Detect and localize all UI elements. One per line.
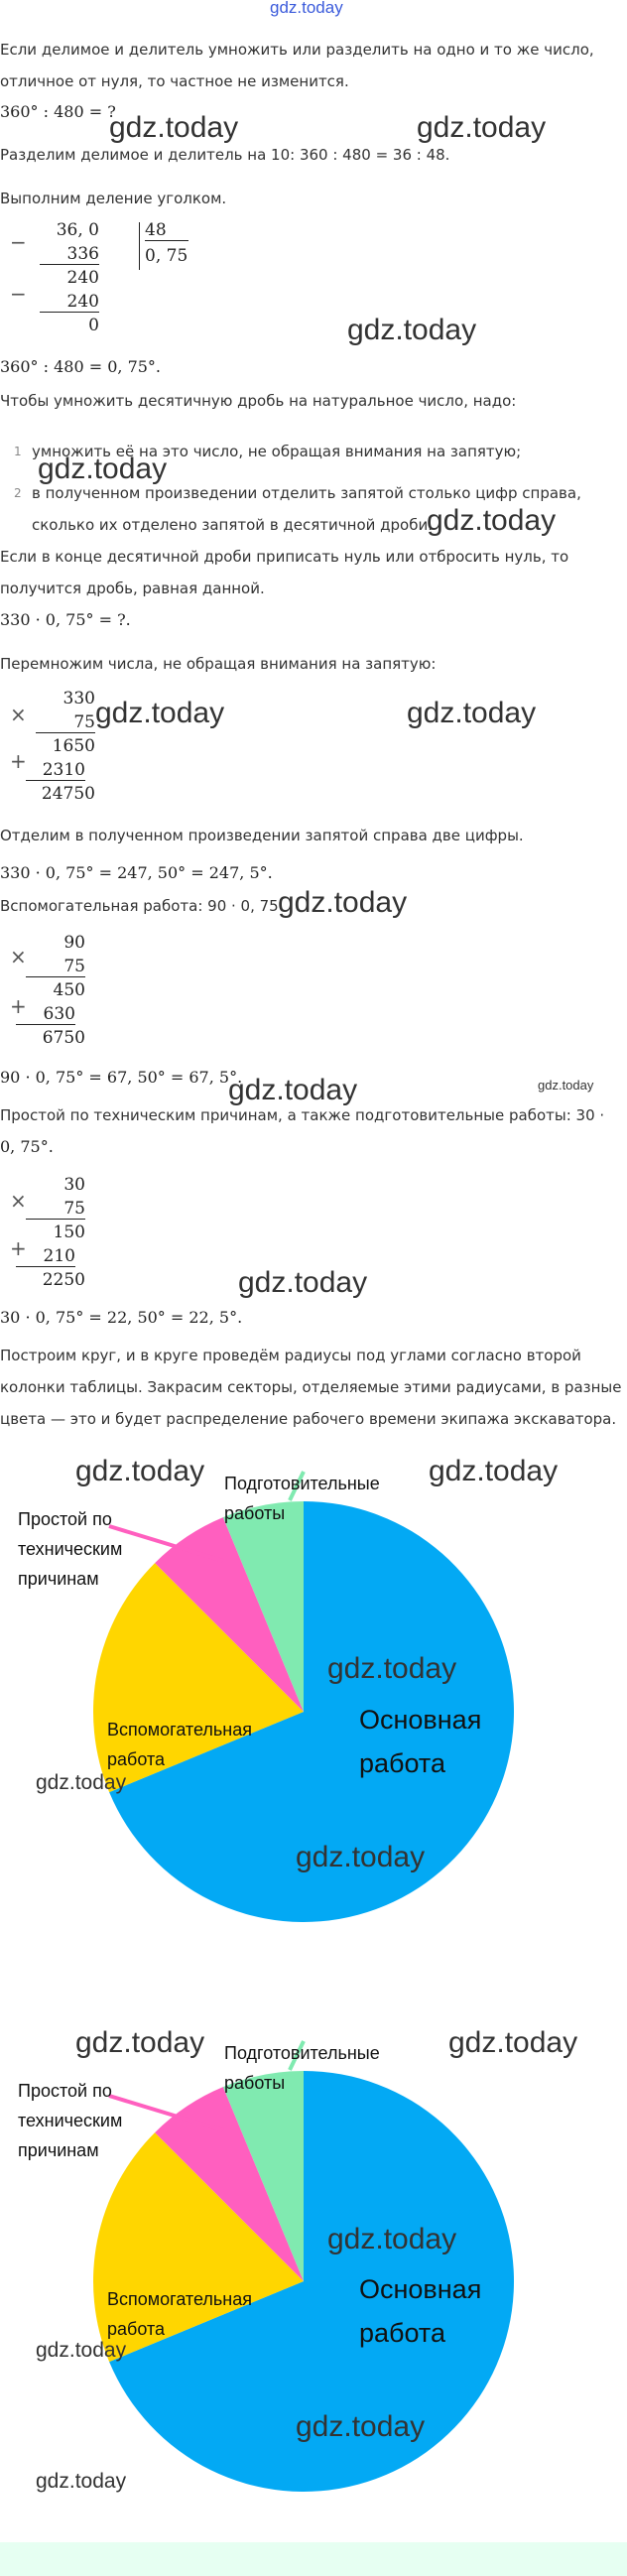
plus-sign: + <box>10 994 27 1018</box>
math-result-2: 330 · 0, 75° = 247, 50° = 247, 5°. <box>0 863 273 882</box>
factor-1: 30 <box>63 1175 85 1195</box>
math-idle-prep-cont: 0, 75°. <box>0 1137 54 1156</box>
label-prep: работы <box>224 2073 286 2093</box>
factor-2: 75 <box>26 1199 85 1220</box>
list-item-2: в полученном произведении отделить запятой столько цифр справа, <box>32 484 581 502</box>
watermark: gdz.today <box>75 1455 205 1487</box>
label-main: работа <box>359 2318 445 2348</box>
minus-sign: − <box>10 282 27 306</box>
paragraph-long-division: Выполним деление уголком. <box>0 190 227 207</box>
paragraph-build-chart-cont: колонки таблицы. Закрасим секторы, отделяемые этими радиусами, в разные <box>0 1378 622 1396</box>
watermark: gdz.today <box>417 111 547 144</box>
label-idle: Простой по <box>18 2081 112 2101</box>
watermark: gdz.today <box>347 314 477 346</box>
paragraph-rule-3-cont: получится дробь, равная данной. <box>0 580 265 597</box>
watermark: gdz.today <box>538 1078 594 1093</box>
paragraph-idle-prep: Простой по техническим причинам, а также подготовительные работы: 30 · <box>0 1106 605 1124</box>
paragraph-build-chart-cont: цвета — это и будет распределение рабочего времени экипажа экскаватора. <box>0 1410 617 1428</box>
factor-1: 90 <box>63 933 85 953</box>
subtrahend-2: 240 <box>40 292 99 313</box>
watermark: gdz.today <box>427 504 557 537</box>
factor-1: 330 <box>63 689 95 708</box>
partial-1: 150 <box>53 1223 85 1242</box>
label-prep: Подготовительные <box>224 1474 380 1493</box>
times-sign: × <box>10 945 27 968</box>
watermark: gdz.today <box>278 886 408 919</box>
watermark: gdz.today <box>448 2026 578 2059</box>
divisor: 48 <box>145 220 188 241</box>
dividend: 36, 0 <box>56 220 99 240</box>
label-main: Основная <box>359 2274 482 2304</box>
partial-2: 630 <box>16 1004 75 1025</box>
label-idle: причинам <box>18 2140 99 2160</box>
watermark: gdz.today <box>296 2410 426 2443</box>
times-sign: × <box>10 1189 27 1213</box>
watermark: gdz.today <box>36 2339 127 2362</box>
product: 6750 <box>42 1028 85 1048</box>
partial-2: 2310 <box>26 760 85 781</box>
paragraph-separate: Отделим в полученном произведении запятой справа две цифры. <box>0 827 524 844</box>
partial-2: 210 <box>16 1246 75 1267</box>
paragraph-divide-by-10: Разделим делимое и делитель на 10: 360 : 480 = 36 : 48. <box>0 146 450 164</box>
label-prep: Подготовительные <box>224 2043 380 2063</box>
plus-sign: + <box>10 749 27 773</box>
label-prep: работы <box>224 1503 286 1523</box>
math-result-1: 360° : 480 = 0, 75°. <box>0 357 162 376</box>
watermark: gdz.today <box>327 2223 457 2255</box>
minus-sign: − <box>10 230 27 254</box>
watermark: gdz.today <box>75 2026 205 2059</box>
watermark: gdz.today <box>95 697 225 729</box>
label-idle: техническим <box>18 2111 123 2130</box>
paragraph-build-chart: Построим круг, и в круге проведём радиусы под углами согласно второй <box>0 1347 581 1364</box>
bottom-bar <box>0 2542 627 2576</box>
paragraph-rule-1: Если делимое и делитель умножить или разделить на одно и то же число, <box>0 41 594 59</box>
remainder-2: 0 <box>88 316 99 335</box>
list-number: 1 <box>14 445 22 458</box>
watermark: gdz.today <box>36 1771 127 1794</box>
paragraph-rule-3: Если в конце десятичной дроби приписать нуль или отбросить нуль, то <box>0 548 569 566</box>
paragraph-rule-1-cont: отличное от нуля, то частное не изменится. <box>0 72 349 90</box>
math-question-2: 330 · 0, 75° = ?. <box>0 610 131 629</box>
subtrahend-1: 336 <box>40 244 99 265</box>
watermark: gdz.today <box>109 111 239 144</box>
product: 24750 <box>41 784 95 804</box>
watermark: gdz.today <box>38 452 168 485</box>
division-bar <box>139 222 140 270</box>
watermark: gdz.today <box>36 2470 127 2493</box>
label-idle: техническим <box>18 1539 123 1559</box>
label-idle: Простой по <box>18 1509 112 1529</box>
list-item-1: умножить её на это число, не обращая внимания на запятую; <box>32 443 522 460</box>
watermark: gdz.today <box>429 1455 559 1487</box>
factor-2: 75 <box>26 957 85 977</box>
factor-2: 75 <box>36 712 95 733</box>
plus-sign: + <box>10 1236 27 1260</box>
watermark: gdz.today <box>228 1074 358 1106</box>
paragraph-rule-2: Чтобы умножить десятичную дробь на натуральное число, надо: <box>0 392 517 410</box>
site-logo[interactable]: gdz.today <box>270 0 343 17</box>
list-number: 2 <box>14 486 22 500</box>
watermark: gdz.today <box>407 697 537 729</box>
math-question-1: 360° : 480 = ? <box>0 102 116 121</box>
label-aux: работа <box>107 1749 165 1769</box>
partial-1: 1650 <box>52 736 95 756</box>
label-main: работа <box>359 1748 445 1778</box>
label-aux: Вспомогательная <box>107 1720 252 1739</box>
partial-1: 450 <box>53 980 85 1000</box>
label-aux: работа <box>107 2319 165 2339</box>
watermark: gdz.today <box>296 1841 426 1873</box>
paragraph-multiply: Перемножим числа, не обращая внимания на запятую: <box>0 655 437 673</box>
watermark: gdz.today <box>238 1266 368 1299</box>
label-idle: причинам <box>18 1569 99 1589</box>
remainder-1: 240 <box>66 268 99 288</box>
product: 2250 <box>42 1270 85 1290</box>
times-sign: × <box>10 703 27 726</box>
label-main: Основная <box>359 1705 482 1735</box>
quotient: 0, 75 <box>145 246 188 266</box>
math-result-4: 30 · 0, 75° = 22, 50° = 22, 5°. <box>0 1308 243 1327</box>
watermark: gdz.today <box>327 1652 457 1685</box>
paragraph-aux-work: Вспомогательная работа: 90 · 0, 75 <box>0 897 279 915</box>
label-aux: Вспомогательная <box>107 2289 252 2309</box>
list-item-2-cont: сколько их отделено запятой в десятичной дроби. <box>32 516 433 534</box>
math-result-3: 90 · 0, 75° = 67, 50° = 67, 5°. <box>0 1068 243 1087</box>
